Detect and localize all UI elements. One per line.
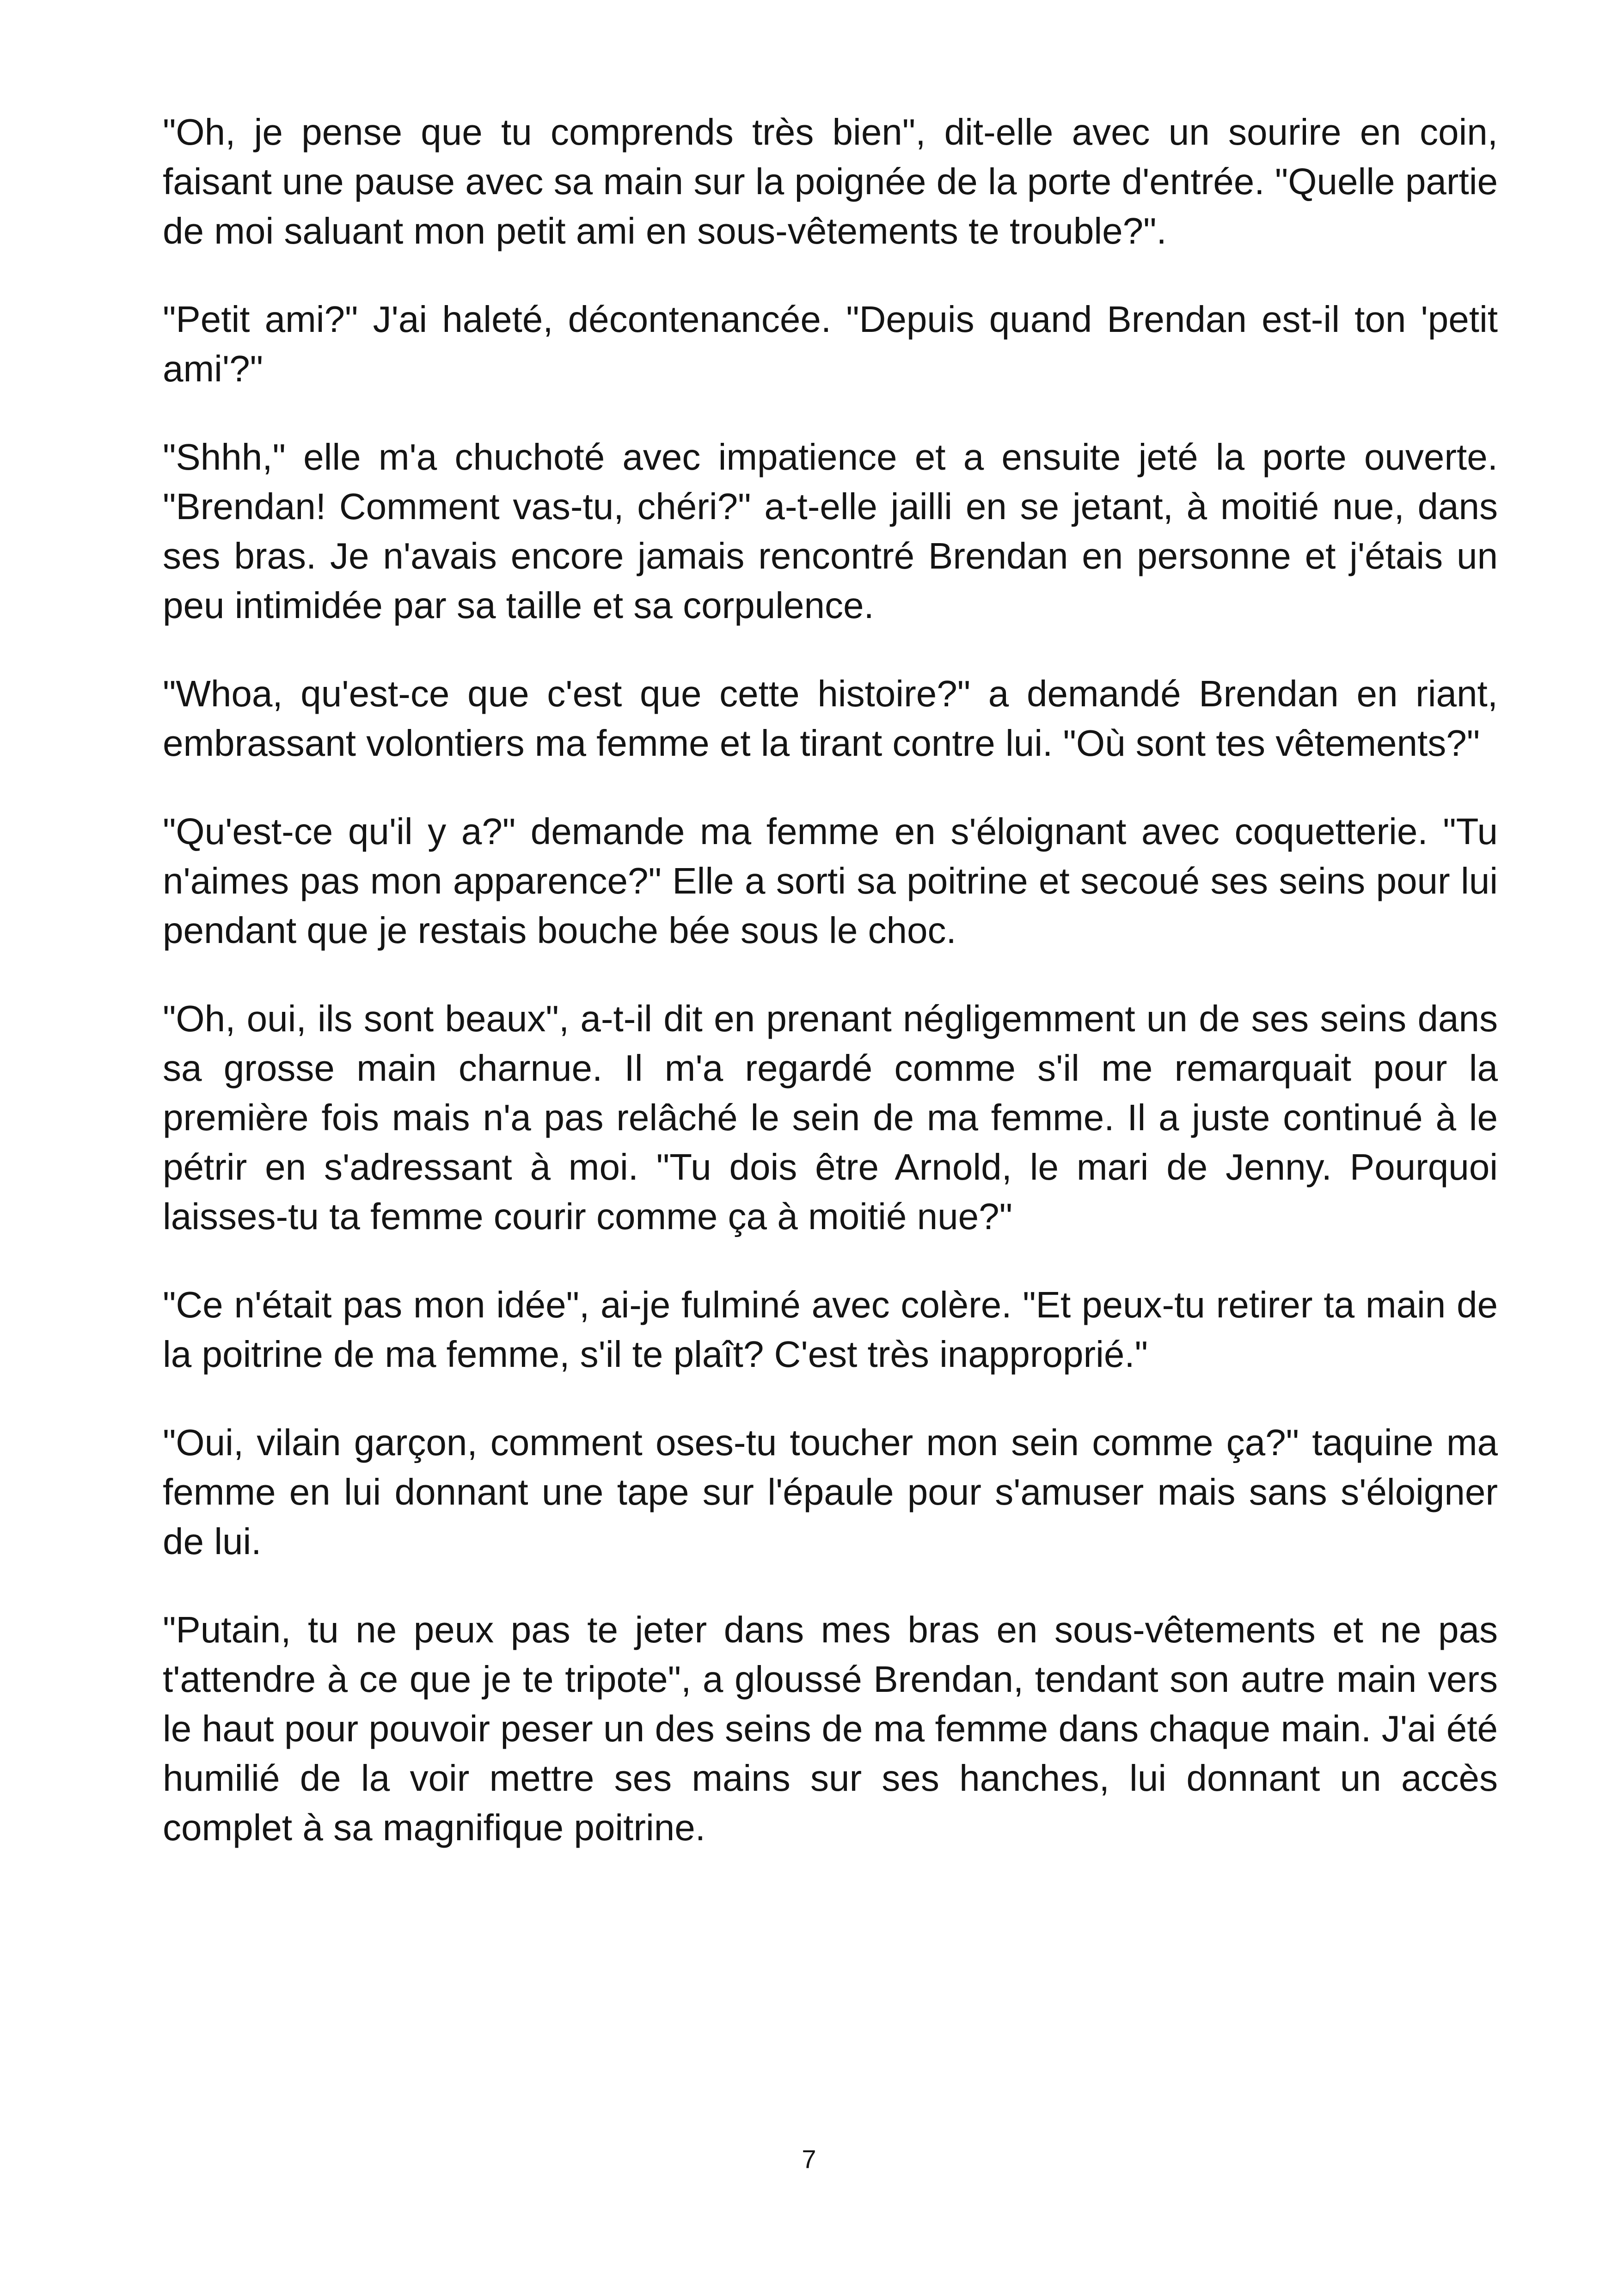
paragraph-1: "Oh, je pense que tu comprends très bien", dit-elle avec un sourire en coin, faisant une pause avec sa main sur la poignée de la porte d'entrée. "Quelle partie de moi saluant mon petit ami en sous-vêtements te trouble?". — [163, 111, 1498, 251]
paragraph-9: "Putain, tu ne peux pas te jeter dans mes bras en sous-vêtements et ne pas t'attendre à ce que je te tripote", a gloussé Brendan, tendant son autre main vers le haut pour pouvoir peser un des seins de ma femme dans chaque main. J'ai été humilié de la voir mettre ses mains sur ses hanches, lui donnant un accès complet à sa magnifique poitrine. — [163, 1609, 1498, 1848]
body-text — [163, 107, 1498, 1891]
paragraph-5: "Qu'est-ce qu'il y a?" demande ma femme en s'éloignant avec coquetterie. "Tu n'aimes pas mon apparence?" Elle a sorti sa poitrine et secoué ses seins pour lui pendant que je restais bouche bée sous le choc. — [163, 811, 1498, 951]
paragraph-8: "Oui, vilain garçon, comment oses-tu toucher mon sein comme ça?" taquine ma femme en lui donnant une tape sur l'épaule pour s'amuser mais sans s'éloigner de lui. — [163, 1422, 1498, 1562]
paragraph-2: "Petit ami?" J'ai haleté, décontenancée. "Depuis quand Brendan est-il ton 'petit ami'?" — [163, 299, 1498, 389]
paragraph-6: "Oh, oui, ils sont beaux", a-t-il dit en prenant négligemment un de ses seins dans sa grosse main charnue. Il m'a regardé comme s'il me remarquait pour la première fois mais n'a pas relâché le sein de ma femme. Il a juste continué à le pétrir en s'adressant à moi. "Tu dois être Arnold, le mari de Jenny. Pourquoi laisses-tu ta femme courir comme ça à moitié nue?" — [163, 998, 1498, 1237]
paragraph-4: "Whoa, qu'est-ce que c'est que cette histoire?" a demandé Brendan en riant, embrassant volontiers ma femme et la tirant contre lui. "Où sont tes vêtements?" — [163, 673, 1498, 764]
paragraph-3: "Shhh," elle m'a chuchoté avec impatience et a ensuite jeté la porte ouverte. "Brendan! Comment vas-tu, chéri?" a-t-elle jailli en se jetant, à moitié nue, dans ses bras. Je n'avais encore jamais rencontré Brendan en personne et j'étais un peu intimidée par sa taille et sa corpulence. — [163, 436, 1498, 626]
page-number: 7 — [802, 2144, 816, 2174]
paragraph-7: "Ce n'était pas mon idée", ai-je fulminé avec colère. "Et peux-tu retirer ta main de la poitrine de ma femme, s'il te plaît? C'est très inapproprié." — [163, 1284, 1498, 1375]
